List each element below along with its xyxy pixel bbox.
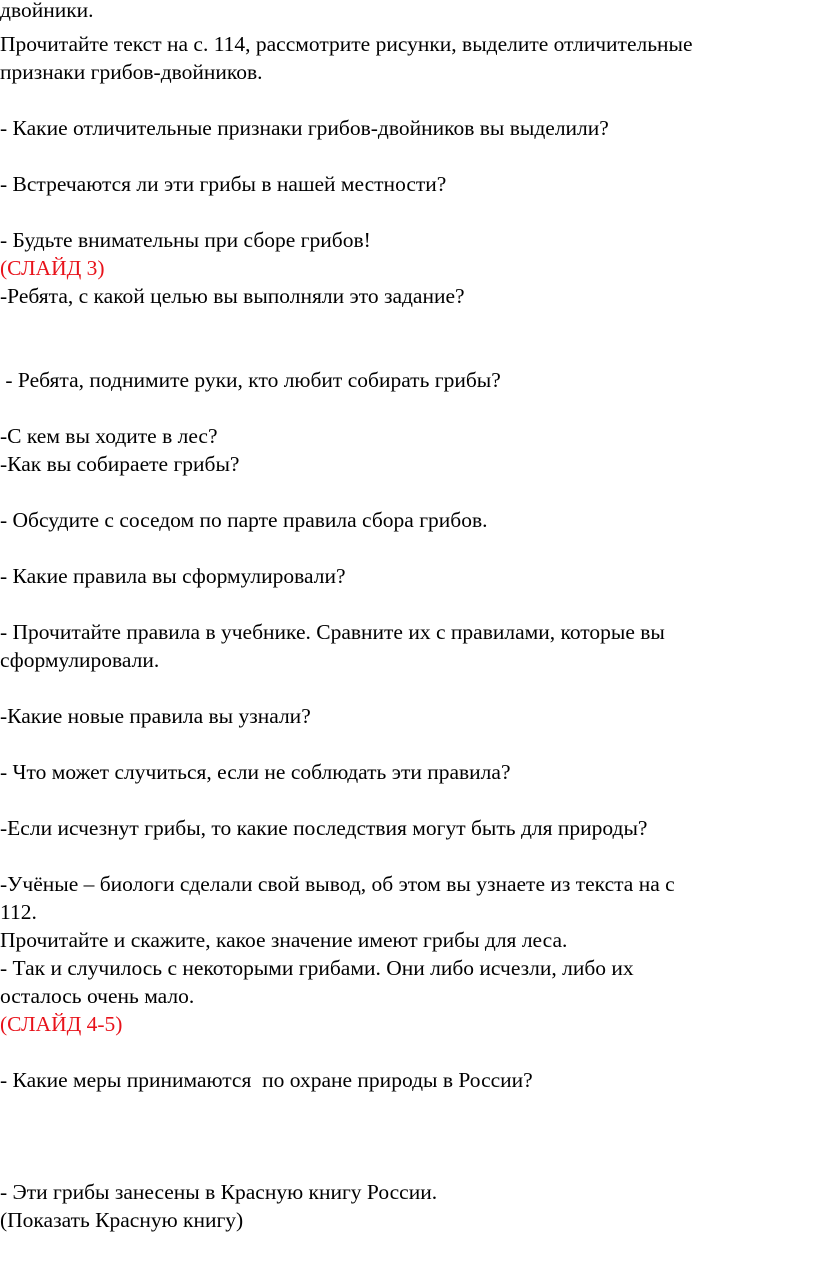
text-line: - Какие правила вы сформулировали? xyxy=(0,564,346,588)
slide-marker: (СЛАЙД 4-5) xyxy=(0,1012,123,1036)
text-line: - Ребята, поднимите руки, кто любит собирать грибы? xyxy=(0,368,501,392)
text-line: двойники. xyxy=(0,0,94,22)
text-line: -Как вы собираете грибы? xyxy=(0,452,240,476)
text-line: - Обсудите с соседом по парте правила сбора грибов. xyxy=(0,508,488,532)
slide-marker: (СЛАЙД 3) xyxy=(0,256,105,280)
text-line: Прочитайте текст на с. 114, рассмотрите рисунки, выделите отличительные xyxy=(0,32,693,56)
text-line: - Что может случиться, если не соблюдать эти правила? xyxy=(0,760,511,784)
text-line: -Учёные – биологи сделали свой вывод, об этом вы узнаете из текста на с xyxy=(0,872,675,896)
text-line: - Так и случилось с некоторыми грибами. Они либо исчезли, либо их xyxy=(0,956,634,980)
text-line: - Эти грибы занесены в Красную книгу России. xyxy=(0,1180,438,1204)
text-line: - Прочитайте правила в учебнике. Сравните их с правилами, которые вы xyxy=(0,620,665,644)
text-line: -Какие новые правила вы узнали? xyxy=(0,704,311,728)
text-line: - Встречаются ли эти грибы в нашей местности? xyxy=(0,172,447,196)
text-line: - Будьте внимательны при сборе грибов! xyxy=(0,228,371,252)
text-line: - Какие меры принимаются по охране природы в России? xyxy=(0,1068,533,1092)
text-line: осталось очень мало. xyxy=(0,984,195,1008)
text-line: - Какие отличительные признаки грибов-двойников вы выделили? xyxy=(0,116,609,140)
text-line: сформулировали. xyxy=(0,648,160,672)
text-line: (Показать Красную книгу) xyxy=(0,1208,244,1232)
text-line: -С кем вы ходите в лес? xyxy=(0,424,218,448)
text-line: -Ребята, с какой целью вы выполняли это задание? xyxy=(0,284,465,308)
text-line: признаки грибов-двойников. xyxy=(0,60,263,84)
text-line: 112. xyxy=(0,900,37,924)
text-line: Прочитайте и скажите, какое значение имеют грибы для леса. xyxy=(0,928,568,952)
text-line: -Если исчезнут грибы, то какие последствия могут быть для природы? xyxy=(0,816,648,840)
